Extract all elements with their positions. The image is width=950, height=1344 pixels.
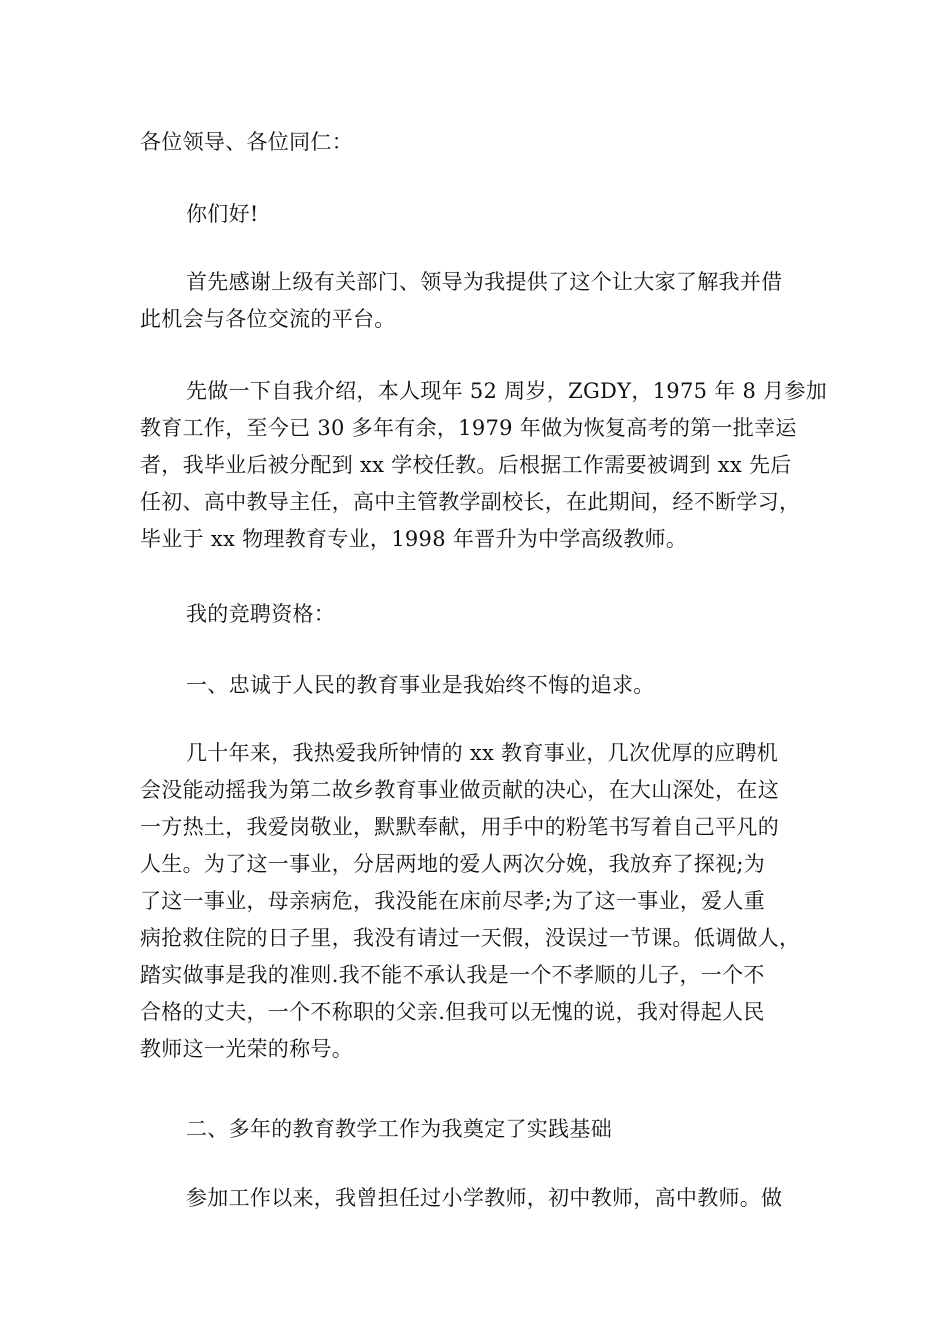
paragraph-line: 几十年来，我热爱我所钟情的 xx 教育事业，几次优厚的应聘机	[186, 741, 779, 765]
paragraph-line: 任初、高中教导主任，高中主管教学副校长，在此期间，经不断学习，	[140, 490, 801, 514]
paragraph-line: 毕业于 xx 物理教育专业，1998 年晋升为中学高级教师。	[140, 527, 688, 551]
paragraph-dedication	[140, 735, 820, 1068]
paragraph-line: 合格的丈夫，一个不称职的父亲.但我可以无愧的说，我对得起人民	[140, 1000, 765, 1024]
paragraph-line: 者，我毕业后被分配到 xx 学校任教。后根据工作需要被调到 xx 先后	[140, 453, 792, 477]
paragraph-self-intro	[140, 373, 828, 558]
paragraph-thanks	[140, 264, 820, 338]
paragraph-line: 参加工作以来，我曾担任过小学教师，初中教师，高中教师。做	[186, 1186, 783, 1210]
paragraph-line: 病抢救住院的日子里，我没有请过一天假，没误过一节课。低调做人，	[140, 926, 801, 950]
paragraph-line: 先做一下自我介绍，本人现年 52 周岁，ZGDY，1975 年 8 月参加	[186, 379, 828, 403]
paragraph-line: 首先感谢上级有关部门、领导为我提供了这个让大家了解我并借	[186, 270, 783, 294]
paragraph-line: 会没能动摇我为第二故乡教育事业做贡献的决心，在大山深处，在这	[140, 778, 779, 802]
paragraph-line: 教育工作，至今已 30 多年有余，1979 年做为恢复高考的第一批幸运	[140, 416, 797, 440]
paragraph-experience	[140, 1180, 820, 1217]
paragraph-line: 人生。为了这一事业，分居两地的爱人两次分娩，我放弃了探视;为	[140, 852, 766, 876]
salutation: 各位领导、各位同仁：	[140, 130, 353, 154]
paragraph-line: 了这一事业，母亲病危，我没能在床前尽孝;为了这一事业，爱人重	[140, 889, 766, 913]
heading-qualifications: 我的竞聘资格：	[186, 602, 336, 626]
paragraph-line: 踏实做事是我的准则.我不能不承认我是一个不孝顺的儿子，一个不	[140, 963, 765, 987]
paragraph-line: 一方热土，我爱岗敬业，默默奉献，用手中的粉笔书写着自己平凡的	[140, 815, 779, 839]
section-title-1: 一、忠诚于人民的教育事业是我始终不悔的追求。	[186, 673, 655, 697]
greeting: 你们好!	[186, 202, 259, 226]
section-title-2: 二、多年的教育教学工作为我奠定了实践基础	[186, 1117, 612, 1141]
paragraph-line: 教师这一光荣的称号。	[140, 1037, 353, 1061]
paragraph-line: 此机会与各位交流的平台。	[140, 307, 396, 331]
